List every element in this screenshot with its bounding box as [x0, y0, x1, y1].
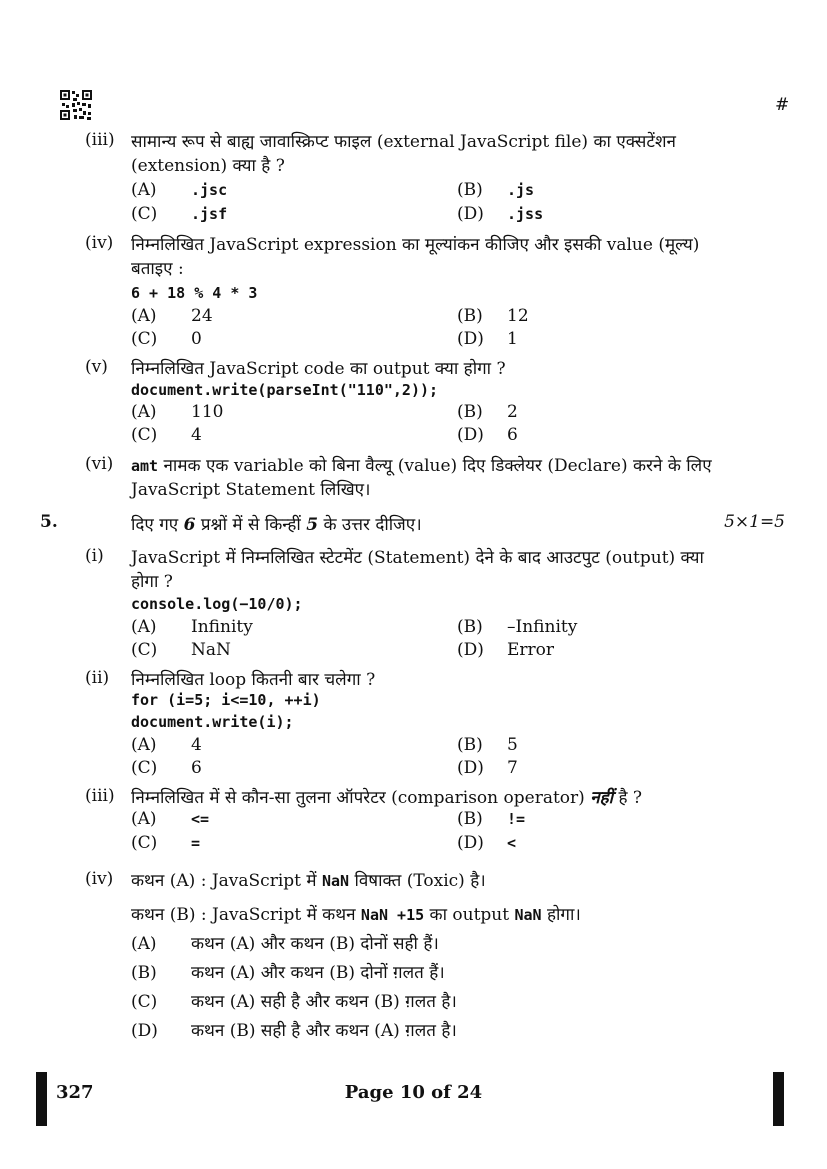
question-line: होगा ?	[131, 572, 173, 592]
code-snippet: document.write(parseInt("110",2));	[131, 381, 439, 399]
marks-label: 5×1=5	[724, 512, 785, 532]
option-a: (A) Infinity	[131, 617, 253, 637]
assertion-b: कथन (B) : JavaScript में कथन NaN +15 का output NaN होगा।	[131, 905, 581, 925]
qr-code-icon	[60, 90, 92, 120]
option-c: (C) 0	[131, 329, 202, 349]
code-snippet: console.log(−10/0);	[131, 595, 303, 613]
option-d: (D) Error	[457, 640, 555, 660]
question-label: (i)	[85, 546, 104, 566]
option-b: (B) 2	[457, 402, 518, 422]
option-d: (D) 7	[457, 758, 518, 778]
question-number: 5.	[40, 512, 58, 532]
assertion-a: कथन (A) : JavaScript में NaN विषाक्त (Toxic) है।	[131, 871, 486, 891]
option-b: (B) –Infinity	[457, 617, 578, 637]
option-a: (A) 24	[131, 306, 213, 326]
question-text: निम्नलिखित में से कौन-सा तुलना ऑपरेटर (comparison operator) नहीं है ?	[131, 788, 643, 808]
footer-code: 327	[56, 1082, 94, 1103]
question-label: (iii)	[85, 130, 115, 150]
question-line: सामान्य रूप से बाह्य जावास्क्रिप्ट फाइल (external JavaScript file) का एक्सटेंशन	[131, 132, 676, 152]
option-d: (D) <	[457, 833, 517, 853]
question-label: (ii)	[85, 668, 110, 688]
code-snippet: 6 + 18 % 4 * 3	[131, 284, 258, 302]
question-line: JavaScript में निम्नलिखित स्टेटमेंट (Statement) देने के बाद आउटपुट (output) क्या	[131, 548, 704, 568]
option-c: (C) 4	[131, 425, 202, 445]
question-line: amt नामक एक variable को बिना वैल्यू (value) दिए डिक्लेयर (Declare) करने के लिए	[131, 456, 712, 476]
question-label: (iv)	[85, 233, 114, 253]
option-c: (C) कथन (A) सही है और कथन (B) ग़लत है।	[131, 992, 457, 1012]
option-b: (B) 12	[457, 306, 529, 326]
question-label: (v)	[85, 357, 108, 377]
option-b: (B) कथन (A) और कथन (B) दोनों ग़लत हैं।	[131, 963, 445, 983]
option-a: (A) <=	[131, 809, 210, 829]
option-d: (D) 1	[457, 329, 518, 349]
question-label: (iv)	[85, 869, 114, 889]
option-d: (D) .jss	[457, 204, 544, 224]
option-c: (C) 6	[131, 758, 202, 778]
page-hash-mark: #	[775, 95, 790, 115]
code-snippet: document.write(i);	[131, 713, 294, 731]
question-text	[131, 546, 747, 594]
question-label: (vi)	[85, 454, 114, 474]
option-b: (B) 5	[457, 735, 518, 755]
page-number: Page 10 of 24	[344, 1082, 483, 1103]
section-instruction: दिए गए 6 प्रश्नों में से किन्हीं 5 के उत्तर दीजिए।	[131, 515, 422, 535]
question-label: (iii)	[85, 786, 115, 806]
question-text	[131, 130, 747, 178]
question-text: निम्नलिखित loop कितनी बार चलेगा ?	[131, 670, 376, 690]
option-c: (C) .jsf	[131, 204, 228, 224]
option-c: (C) =	[131, 833, 201, 853]
option-b: (B) !=	[457, 809, 526, 829]
question-line: (extension) क्या है ?	[131, 156, 285, 176]
code-snippet: for (i=5; i<=10, ++i)	[131, 691, 321, 709]
option-a: (A) .jsc	[131, 180, 228, 200]
option-a: (A) कथन (A) और कथन (B) दोनों सही हैं।	[131, 934, 439, 954]
question-line: निम्नलिखित JavaScript expression का मूल्यांकन कीजिए और इसकी value (मूल्य)	[131, 235, 700, 255]
question-text	[131, 233, 747, 281]
option-a: (A) 4	[131, 735, 202, 755]
option-c: (C) NaN	[131, 640, 231, 660]
option-d: (D) 6	[457, 425, 518, 445]
question-line: बताइए :	[131, 259, 184, 279]
footer-bar-right	[773, 1072, 784, 1126]
question-text: निम्नलिखित JavaScript code का output क्या होगा ?	[131, 359, 506, 379]
code-inline: amt	[131, 457, 159, 475]
question-line: JavaScript Statement लिखिए।	[131, 480, 371, 500]
option-b: (B) .js	[457, 180, 535, 200]
option-d: (D) कथन (B) सही है और कथन (A) ग़लत है।	[131, 1021, 457, 1041]
question-text	[131, 454, 747, 502]
option-a: (A) 110	[131, 402, 224, 422]
